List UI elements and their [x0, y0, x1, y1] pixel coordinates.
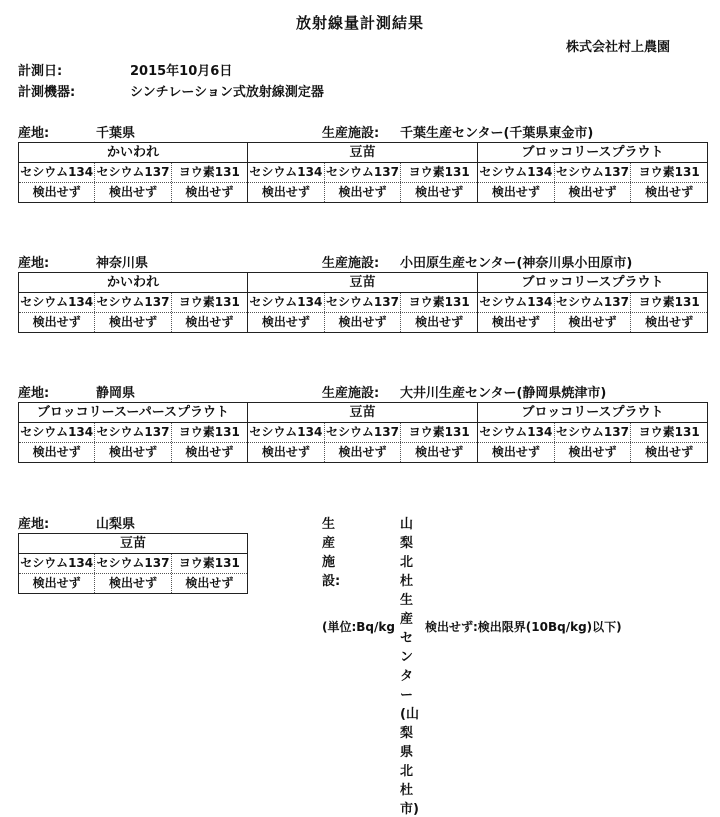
- result-value: 検出せず: [94, 313, 170, 332]
- isotope-header: ヨウ素131: [171, 554, 247, 573]
- result-value: 検出せず: [171, 574, 247, 593]
- product-group: [18, 272, 248, 333]
- isotope-header: セシウム137: [324, 293, 401, 312]
- result-row: [19, 312, 247, 332]
- isotope-header: セシウム134: [249, 165, 323, 179]
- facility-label: 生産施設:: [322, 386, 380, 401]
- unit-note: (単位:Bq/kg: [322, 620, 395, 634]
- isotope-header: セシウム137: [94, 163, 170, 182]
- result-value: 検出せず: [32, 315, 81, 329]
- product-group: [248, 272, 478, 333]
- isotope-header: セシウム137: [94, 293, 170, 312]
- result-row: [478, 442, 707, 462]
- result-value: 検出せず: [491, 185, 540, 199]
- result-value: 検出せず: [171, 313, 247, 332]
- isotope-header: セシウム134: [20, 556, 94, 570]
- product-group: [478, 402, 708, 463]
- isotope-header: セシウム137: [554, 163, 631, 182]
- product-group: [478, 142, 708, 203]
- result-value: 検出せず: [94, 443, 170, 462]
- isotope-header: セシウム137: [94, 554, 170, 573]
- isotope-header: セシウム137: [554, 293, 631, 312]
- result-row: [248, 182, 477, 202]
- isotope-header: セシウム137: [324, 163, 401, 182]
- isotope-header-row: [478, 163, 707, 182]
- isotope-header-row: [248, 163, 477, 182]
- result-value: 検出せず: [94, 183, 170, 202]
- section-shizuoka: [18, 382, 708, 463]
- isotope-header: ヨウ素131: [400, 293, 477, 312]
- result-row: [478, 312, 707, 332]
- prefecture-value: 千葉県: [96, 126, 136, 141]
- isotope-header: セシウム134: [249, 295, 323, 309]
- results-table: [18, 533, 248, 594]
- result-value: 検出せず: [32, 445, 81, 459]
- isotope-header: セシウム137: [554, 423, 631, 442]
- isotope-header: セシウム134: [20, 165, 94, 179]
- section-kanagawa: [18, 252, 708, 333]
- isotope-header-row: [478, 423, 707, 442]
- prefecture-value: 静岡県: [96, 386, 136, 401]
- facility-value: 小田原生産センター(神奈川県小田原市): [400, 256, 633, 271]
- measurement-device: [18, 81, 324, 100]
- facility-label: 生産施設:: [322, 517, 341, 589]
- product-name: かいわれ: [19, 143, 247, 163]
- product-group: [478, 272, 708, 333]
- result-value: 検出せず: [261, 445, 310, 459]
- section-header: [18, 252, 708, 270]
- result-row: [19, 573, 247, 593]
- result-value: 検出せず: [32, 576, 81, 590]
- product-name: ブロッコリースプラウト: [478, 143, 707, 163]
- result-value: 検出せず: [554, 313, 631, 332]
- facility-value: 千葉生産センター(千葉県東金市): [400, 126, 594, 141]
- result-value: 検出せず: [400, 443, 477, 462]
- prefecture-value: 山梨県: [96, 517, 136, 532]
- result-value: 検出せず: [261, 315, 310, 329]
- isotope-header: セシウム134: [479, 295, 553, 309]
- facility-label: 生産施設:: [322, 256, 380, 271]
- isotope-header: セシウム134: [479, 425, 553, 439]
- isotope-header: セシウム137: [324, 423, 401, 442]
- date-value: 2015年10月6日: [130, 64, 233, 79]
- product-group: [248, 142, 478, 203]
- isotope-header-row: [19, 554, 247, 573]
- isotope-header: ヨウ素131: [630, 293, 707, 312]
- product-name: ブロッコリースプラウト: [478, 273, 707, 293]
- product-name: 豆苗: [248, 403, 477, 423]
- product-name: ブロッコリースプラウト: [478, 403, 707, 423]
- result-value: 検出せず: [324, 443, 401, 462]
- isotope-header: セシウム134: [479, 165, 553, 179]
- isotope-header-row: [19, 163, 247, 182]
- product-name: 豆苗: [248, 143, 477, 163]
- isotope-header: ヨウ素131: [171, 423, 247, 442]
- isotope-header: セシウム134: [20, 425, 94, 439]
- section-header: [18, 122, 708, 140]
- facility-value: 大井川生産センター(静岡県焼津市): [400, 386, 607, 401]
- isotope-header-row: [248, 293, 477, 312]
- facility-label: 生産施設:: [322, 126, 380, 141]
- prefecture-label: 産地:: [18, 386, 50, 401]
- result-value: 検出せず: [94, 574, 170, 593]
- result-value: 検出せず: [171, 443, 247, 462]
- result-value: 検出せず: [491, 315, 540, 329]
- result-value: 検出せず: [400, 183, 477, 202]
- product-name: ブロッコリースーパースプラウト: [19, 403, 247, 423]
- date-label: 計測日:: [18, 64, 63, 79]
- isotope-header: ヨウ素131: [400, 163, 477, 182]
- isotope-header-row: [19, 423, 247, 442]
- isotope-header: ヨウ素131: [171, 163, 247, 182]
- result-value: 検出せず: [554, 183, 631, 202]
- result-value: 検出せず: [630, 183, 707, 202]
- isotope-header-row: [478, 293, 707, 312]
- isotope-header-row: [19, 293, 247, 312]
- result-value: 検出せず: [630, 443, 707, 462]
- isotope-header: セシウム134: [20, 295, 94, 309]
- isotope-header: ヨウ素131: [171, 293, 247, 312]
- prefecture-label: 産地:: [18, 256, 50, 271]
- result-value: 検出せず: [554, 443, 631, 462]
- product-group: [18, 533, 248, 594]
- product-group: [18, 142, 248, 203]
- product-name: 豆苗: [19, 534, 247, 554]
- product-name: かいわれ: [19, 273, 247, 293]
- section-chiba: [18, 122, 708, 203]
- prefecture-label: 産地:: [18, 517, 50, 532]
- company-name: 株式会社村上農園: [565, 40, 670, 55]
- facility-value: 山梨北杜生産センター(山梨県北杜市): [400, 517, 419, 817]
- document-title: 放射線量計測結果: [295, 14, 424, 32]
- product-name: 豆苗: [248, 273, 477, 293]
- isotope-header: ヨウ素131: [630, 423, 707, 442]
- isotope-header: ヨウ素131: [630, 163, 707, 182]
- detection-limit-note: 検出せず:検出限界(10Bq/kg)以下): [424, 620, 622, 634]
- isotope-header: セシウム134: [249, 425, 323, 439]
- result-value: 検出せず: [324, 313, 401, 332]
- result-value: 検出せず: [171, 183, 247, 202]
- result-row: [19, 442, 247, 462]
- result-value: 検出せず: [400, 313, 477, 332]
- isotope-header-row: [248, 423, 477, 442]
- result-row: [19, 182, 247, 202]
- result-value: 検出せず: [32, 185, 81, 199]
- section-header: [18, 382, 708, 400]
- result-value: 検出せず: [261, 185, 310, 199]
- isotope-header: セシウム137: [94, 423, 170, 442]
- product-group: [248, 402, 478, 463]
- measurement-date: [18, 60, 232, 79]
- results-table: [18, 402, 708, 463]
- prefecture-value: 神奈川県: [96, 256, 149, 271]
- result-value: 検出せず: [630, 313, 707, 332]
- device-value: シンチレーション式放射線測定器: [130, 85, 324, 100]
- results-table: [18, 272, 708, 333]
- device-label: 計測機器:: [18, 85, 76, 100]
- result-row: [248, 442, 477, 462]
- footnote: [322, 618, 622, 635]
- prefecture-label: 産地:: [18, 126, 50, 141]
- result-row: [478, 182, 707, 202]
- result-value: 検出せず: [491, 445, 540, 459]
- product-group: [18, 402, 248, 463]
- results-table: [18, 142, 708, 203]
- result-row: [248, 312, 477, 332]
- isotope-header: ヨウ素131: [400, 423, 477, 442]
- result-value: 検出せず: [324, 183, 401, 202]
